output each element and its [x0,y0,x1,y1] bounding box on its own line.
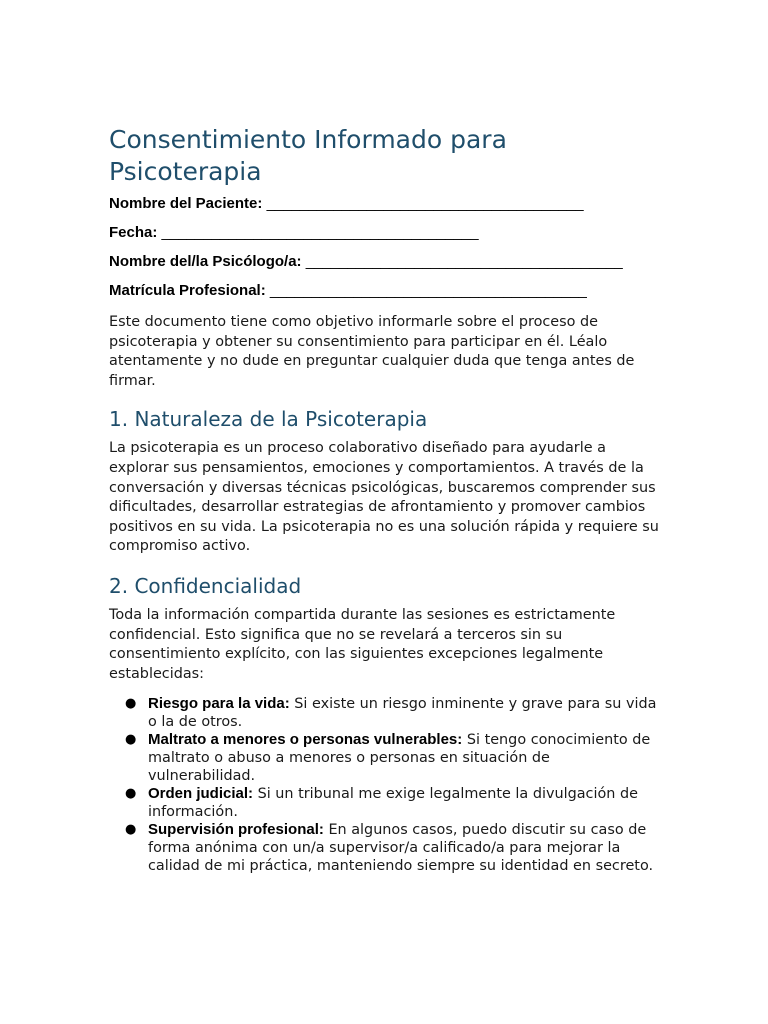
bullet-dot-icon: ● [125,732,137,748]
field-label: Matrícula Profesional: [109,282,266,299]
bullet-dot-icon: ● [125,786,137,802]
license-number-field [109,281,661,301]
list-item [109,731,661,785]
bullet-text: Si tengo conocimiento de maltrato o abuso a menores o personas en situación de vulnerabilidad. [148,732,651,785]
bullet-dot-icon: ● [125,696,137,712]
bullet-term: Supervisión profesional: [148,821,324,839]
document-title: Consentimiento Informado para Psicoterapia [109,125,507,186]
bullet-text: En algunos casos, puedo discutir su caso de forma anónima con un/a supervisor/a calificado/a para mejorar la calidad de mi práctica, manteniendo siempre su identidad en secreto. [148,822,654,875]
date-field [109,223,661,243]
blank-line: ______________________________________ [305,253,623,270]
bullet-text: Si un tribunal me exige legalmente la divulgación de información. [148,786,638,821]
list-item [109,785,661,821]
field-label: Nombre del/la Psicólogo/a: [109,253,302,270]
blank-line: ______________________________________ [266,195,584,212]
bullet-text: Si existe un riesgo inminente y grave para su vida o la de otros. [148,696,657,731]
exceptions-list [109,695,661,875]
field-label: Fecha: [109,224,158,241]
section-paragraph: La psicoterapia es un proceso colaborativo diseñado para ayudarle a explorar sus pensamientos, emociones y comportamientos. A través de la conversación y diversas técnicas psicológicas, buscaremos comprender sus dificultades, desarrollar estrategias de afrontamiento y promover cambios positivos en su vida. La psicoterapia no es una solución rápida y requiere su compromiso activo. [109,440,659,555]
section-heading: 2. Confidencialidad [109,573,302,598]
section-heading: 1. Naturaleza de la Psicoterapia [109,407,428,432]
intro-paragraph: Este documento tiene como objetivo informarle sobre el proceso de psicoterapia y obtener su consentimiento para participar en él. Léalo atentamente y no dude en preguntar cualquier duda que tenga antes de firmar. [109,314,635,389]
document-page [109,124,661,875]
psychologist-name-field [109,252,661,272]
field-label: Nombre del Paciente: [109,195,263,212]
bullet-term: Orden judicial: [148,785,254,803]
list-item [109,821,661,875]
patient-name-field [109,194,661,214]
blank-line: ______________________________________ [161,224,479,241]
blank-line: ______________________________________ [269,282,587,299]
section-paragraph: Toda la información compartida durante las sesiones es estrictamente confidencial. Esto significa que no se revelará a terceros sin su consentimiento explícito, con las siguientes excepciones legalmente establecidas: [109,606,616,682]
bullet-term: Maltrato a menores o personas vulnerables: [148,731,463,749]
bullet-dot-icon: ● [125,822,137,838]
bullet-term: Riesgo para la vida: [148,695,290,713]
list-item [109,695,661,731]
